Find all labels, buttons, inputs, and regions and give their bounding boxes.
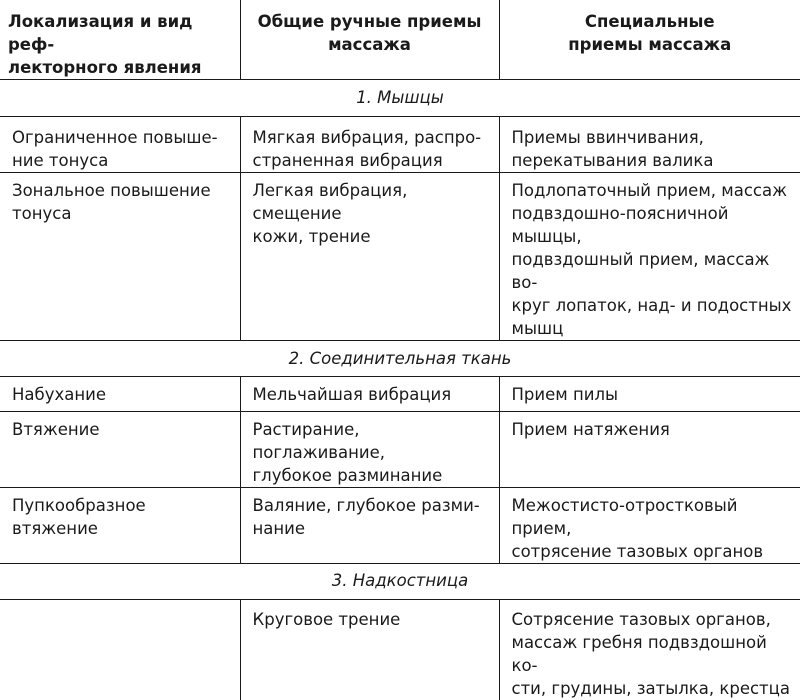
table-cell: Круговое трение [240,600,499,700]
table-cell: Прием натяжения [499,412,800,488]
table-row [0,488,800,564]
table-row [0,377,800,412]
header-row [0,0,800,80]
table-cell: Мягкая вибрация, распро- страненная вибрация [240,117,499,173]
table-cell: Набухание [0,377,240,412]
section-row [0,564,800,600]
table-cell: Межостисто-отростковый прием, сотрясение тазовых органов [499,488,800,564]
table-cell: Сотрясение тазовых органов, массаж гребня подвздошной ко- сти, грудины, затылка, крестца [499,600,800,700]
section-row [0,341,800,377]
table-cell: Валяние, глубокое разми- нание [240,488,499,564]
header-special-techniques: Специальные приемы массажа [499,0,800,80]
table-cell: Втяжение [0,412,240,488]
table-cell: Подлопаточный прием, массаж подвздошно-поясничной мышцы, подвздошный прием, массаж во- круг лопаток, над- и подостных мышц [499,173,800,341]
table-row [0,117,800,173]
table-cell: Зональное повышение тонуса [0,173,240,341]
table-cell: Прием пилы [499,377,800,412]
section-title-periosteum: 3. Надкостница [0,564,800,600]
table-cell [0,600,240,700]
section-title-muscles: 1. Мышцы [0,80,800,117]
table-row [0,600,800,700]
table-row [0,173,800,341]
header-general-techniques: Общие ручные приемы массажа [240,0,499,80]
header-localization: Локализация и вид реф- лекторного явления [0,0,240,80]
table-cell: Пупкообразное втяжение [0,488,240,564]
section-row [0,80,800,117]
table-cell: Растирание, поглаживание, глубокое разминание [240,412,499,488]
table-cell: Мельчайшая вибрация [240,377,499,412]
table-cell: Ограниченное повыше- ние тонуса [0,117,240,173]
table-cell: Приемы ввинчивания, перекатывания валика [499,117,800,173]
section-title-connective-tissue: 2. Соединительная ткань [0,341,800,377]
table-row [0,412,800,488]
table-cell: Легкая вибрация, смещение кожи, трение [240,173,499,341]
